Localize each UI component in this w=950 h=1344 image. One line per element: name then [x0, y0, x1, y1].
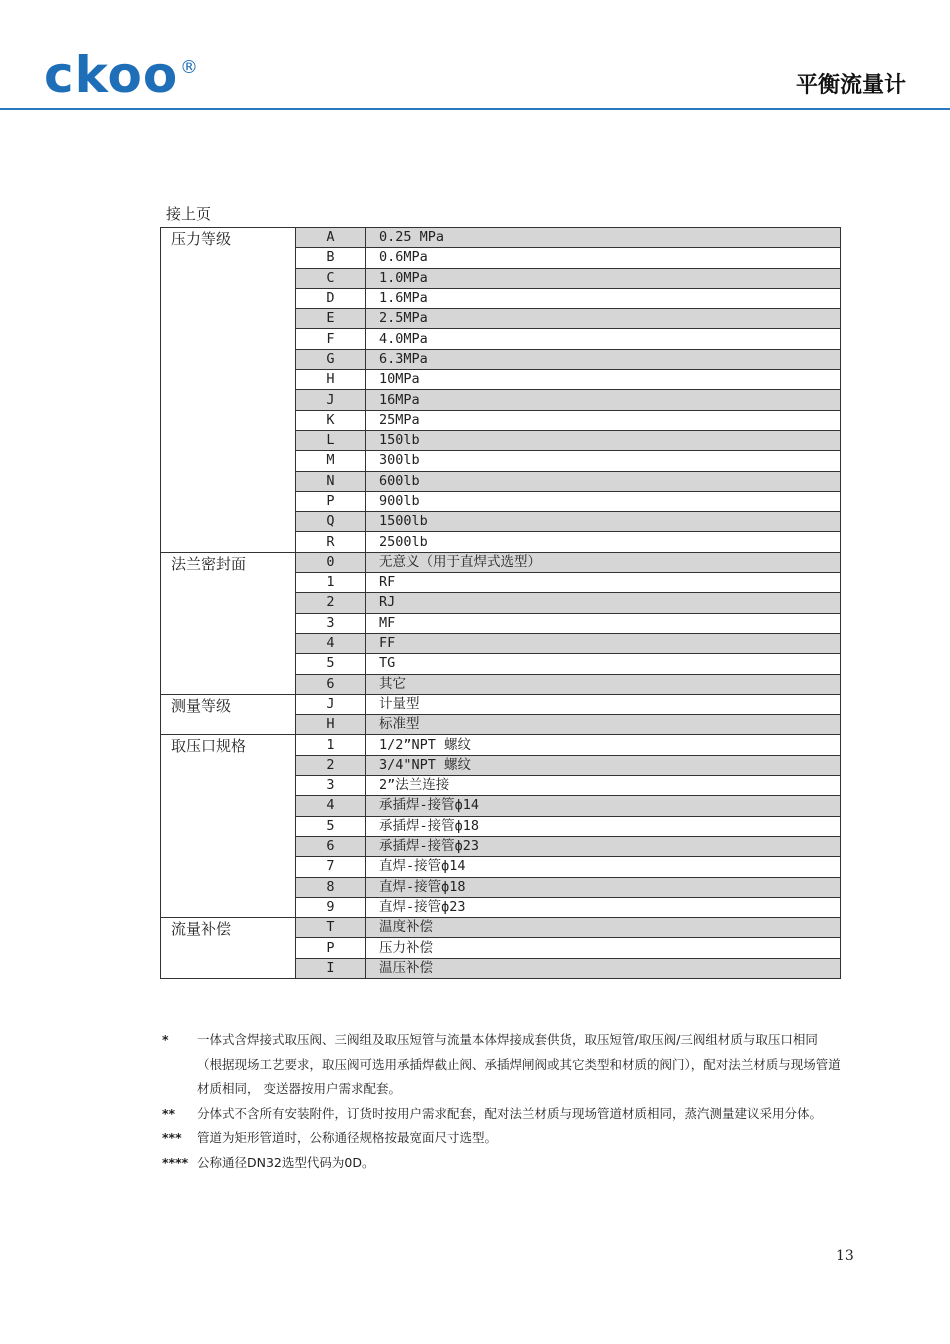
option-code: R [296, 532, 366, 552]
option-code: T [296, 918, 366, 938]
option-description: 4.0MPa [366, 329, 841, 349]
option-code: 3 [296, 776, 366, 796]
group-label: 取压口规格 [161, 735, 296, 918]
note-mark: * [162, 1032, 169, 1047]
option-description: FF [366, 633, 841, 653]
table-row [161, 735, 841, 755]
option-code: 5 [296, 816, 366, 836]
option-code: 1 [296, 573, 366, 593]
document-title: 平衡流量计 [795, 73, 906, 98]
option-code: E [296, 309, 366, 329]
option-code: 0 [296, 552, 366, 572]
option-code: 2 [296, 593, 366, 613]
option-description: 压力补偿 [366, 938, 841, 958]
option-code: P [296, 491, 366, 511]
option-description: 2500lb [366, 532, 841, 552]
option-description: 标准型 [366, 715, 841, 735]
page-number: 13 [836, 1248, 854, 1264]
continued-label: 接上页 [166, 205, 212, 223]
option-code: 3 [296, 613, 366, 633]
option-description: RF [366, 573, 841, 593]
model-code-table [160, 227, 841, 979]
option-code: N [296, 471, 366, 491]
option-description: 1/2”NPT 螺纹 [366, 735, 841, 755]
note-item [162, 1102, 842, 1127]
option-code: M [296, 451, 366, 471]
option-description: 6.3MPa [366, 349, 841, 369]
option-description: 0.6MPa [366, 248, 841, 268]
table-row [161, 228, 841, 248]
option-code: 6 [296, 836, 366, 856]
option-description: 1.0MPa [366, 268, 841, 288]
option-code: 7 [296, 857, 366, 877]
note-item [162, 1028, 842, 1102]
note-mark: *** [162, 1130, 182, 1145]
option-code: C [296, 268, 366, 288]
option-code: H [296, 715, 366, 735]
group-label: 测量等级 [161, 694, 296, 735]
option-code: P [296, 938, 366, 958]
option-description: TG [366, 654, 841, 674]
note-mark: **** [162, 1154, 189, 1170]
option-description: 直焊-接管ф23 [366, 897, 841, 917]
option-code: L [296, 430, 366, 450]
option-description: 900lb [366, 491, 841, 511]
option-description: 温压补偿 [366, 958, 841, 978]
group-label: 流量补偿 [161, 918, 296, 979]
note-mark: ** [162, 1105, 176, 1121]
table-row [161, 694, 841, 714]
option-description: 承插焊-接管ф18 [366, 816, 841, 836]
option-description: RJ [366, 593, 841, 613]
option-description: 16MPa [366, 390, 841, 410]
option-code: D [296, 288, 366, 308]
option-code: 9 [296, 897, 366, 917]
option-code: 8 [296, 877, 366, 897]
option-code: 4 [296, 633, 366, 653]
option-description: 25MPa [366, 410, 841, 430]
option-code: 1 [296, 735, 366, 755]
group-label: 法兰密封面 [161, 552, 296, 694]
option-code: K [296, 410, 366, 430]
option-description: 无意义（用于直焊式选型） [366, 552, 841, 572]
table-row [161, 918, 841, 938]
option-code: 5 [296, 654, 366, 674]
option-description: 0.25 MPa [366, 228, 841, 248]
note-text: 公称通径DN32选型代码为0D。 [197, 1154, 375, 1170]
option-code: 4 [296, 796, 366, 816]
option-description: 计量型 [366, 694, 841, 714]
registered-mark: ® [180, 57, 198, 78]
group-label: 压力等级 [161, 228, 296, 553]
option-code: A [296, 228, 366, 248]
option-description: 2.5MPa [366, 309, 841, 329]
option-description: 600lb [366, 471, 841, 491]
option-description: 150lb [366, 430, 841, 450]
option-code: Q [296, 512, 366, 532]
note-text: 一体式含焊接式取压阀、三阀组及取压短管与流量本体焊接成套供货，取压短管/取压阀/三阀组材质与取压口相同（根据现场工艺要求，取压阀可选用承插焊截止阀、承插焊闸阀或其它类型和材质的阀门），配对法兰材质与现场管道材质相同， 变送器按用户需求配套。 [197, 1032, 841, 1096]
brand-logo: ckoo [44, 46, 179, 104]
option-description: 2”法兰连接 [366, 776, 841, 796]
option-description: 温度补偿 [366, 918, 841, 938]
note-item [162, 1126, 842, 1151]
note-text: 分体式不含所有安装附件，订货时按用户需求配套，配对法兰材质与现场管道材质相同，蒸汽测量建议采用分体。 [197, 1105, 823, 1121]
option-description: 1.6MPa [366, 288, 841, 308]
option-code: J [296, 694, 366, 714]
option-description: 承插焊-接管ф14 [366, 796, 841, 816]
option-code: B [296, 248, 366, 268]
option-code: 6 [296, 674, 366, 694]
option-description: 承插焊-接管ф23 [366, 836, 841, 856]
option-description: MF [366, 613, 841, 633]
table-row [161, 552, 841, 572]
option-description: 300lb [366, 451, 841, 471]
option-code: J [296, 390, 366, 410]
option-code: I [296, 958, 366, 978]
option-description: 直焊-接管ф18 [366, 877, 841, 897]
option-description: 其它 [366, 674, 841, 694]
option-code: 2 [296, 755, 366, 775]
option-description: 10MPa [366, 370, 841, 390]
notes-section [162, 1028, 842, 1175]
model-code-table-body [161, 228, 841, 979]
option-description: 直焊-接管ф14 [366, 857, 841, 877]
note-text: 管道为矩形管道时，公称通径规格按最宽面尺寸选型。 [197, 1130, 498, 1145]
note-item [162, 1151, 842, 1176]
option-description: 3/4"NPT 螺纹 [366, 755, 841, 775]
header-divider [0, 108, 950, 110]
option-code: H [296, 370, 366, 390]
option-code: G [296, 349, 366, 369]
option-code: F [296, 329, 366, 349]
option-description: 1500lb [366, 512, 841, 532]
